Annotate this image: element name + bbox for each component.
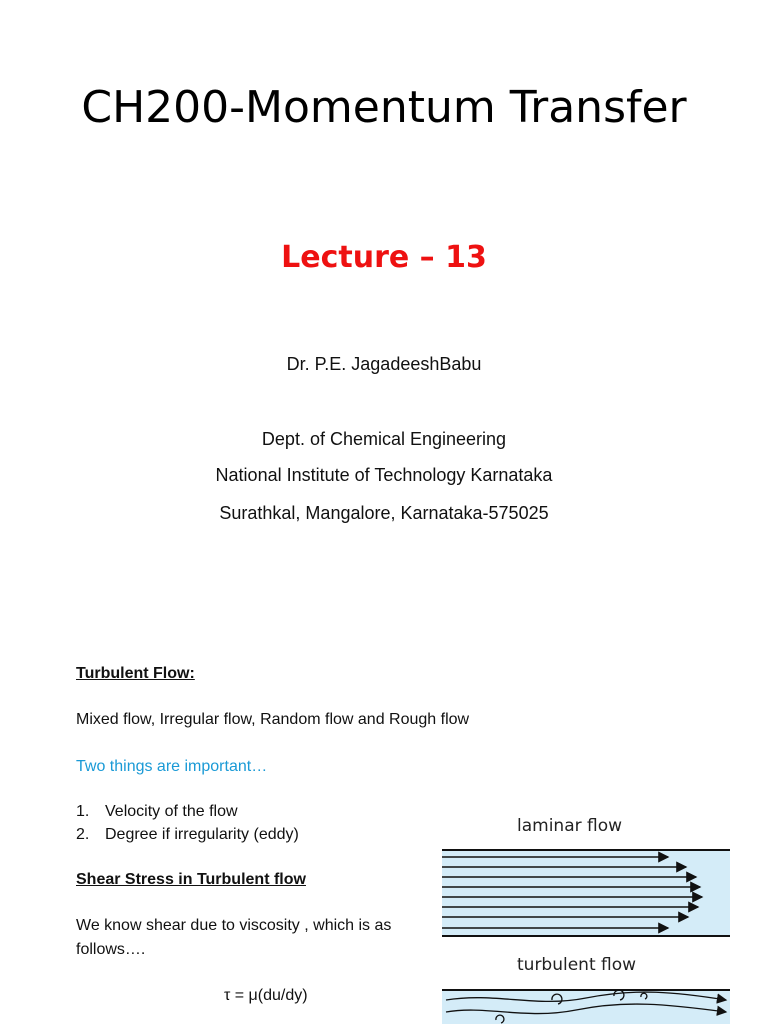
list-number: 1.: [76, 803, 90, 820]
list-number: 2.: [76, 826, 90, 843]
important-text: Two things are important…: [76, 758, 268, 775]
shear-text-line-1: We know shear due to viscosity , which is as: [76, 917, 392, 934]
laminar-tube: [442, 850, 730, 936]
institute: National Institute of Technology Karnataka: [215, 465, 553, 485]
turbulent-flow-heading: Turbulent Flow:: [76, 665, 195, 682]
flow-types-text: Mixed flow, Irregular flow, Random flow and Rough flow: [76, 711, 470, 728]
list-item-text: Degree if irregularity (eddy): [105, 826, 299, 843]
page-title: CH200-Momentum Transfer: [81, 82, 687, 133]
turbulent-flow-label: turbulent flow: [517, 955, 637, 975]
laminar-flow-label: laminar flow: [517, 816, 623, 836]
shear-text-line-2: follows….: [76, 941, 146, 958]
viscosity-equation: τ = μ(du/dy): [224, 987, 308, 1004]
turbulent-tube: [442, 990, 730, 1024]
flow-diagram: [436, 840, 736, 1024]
department: Dept. of Chemical Engineering: [261, 429, 507, 449]
author-name: Dr. P.E. JagadeeshBabu: [286, 354, 482, 374]
list-item-text: Velocity of the flow: [105, 803, 238, 820]
lecture-number: Lecture – 13: [281, 240, 487, 275]
list-item-1: [76, 803, 238, 821]
list-item-2: [76, 826, 299, 844]
address: Surathkal, Mangalore, Karnataka-575025: [219, 503, 549, 523]
shear-stress-heading: Shear Stress in Turbulent flow: [76, 871, 306, 888]
